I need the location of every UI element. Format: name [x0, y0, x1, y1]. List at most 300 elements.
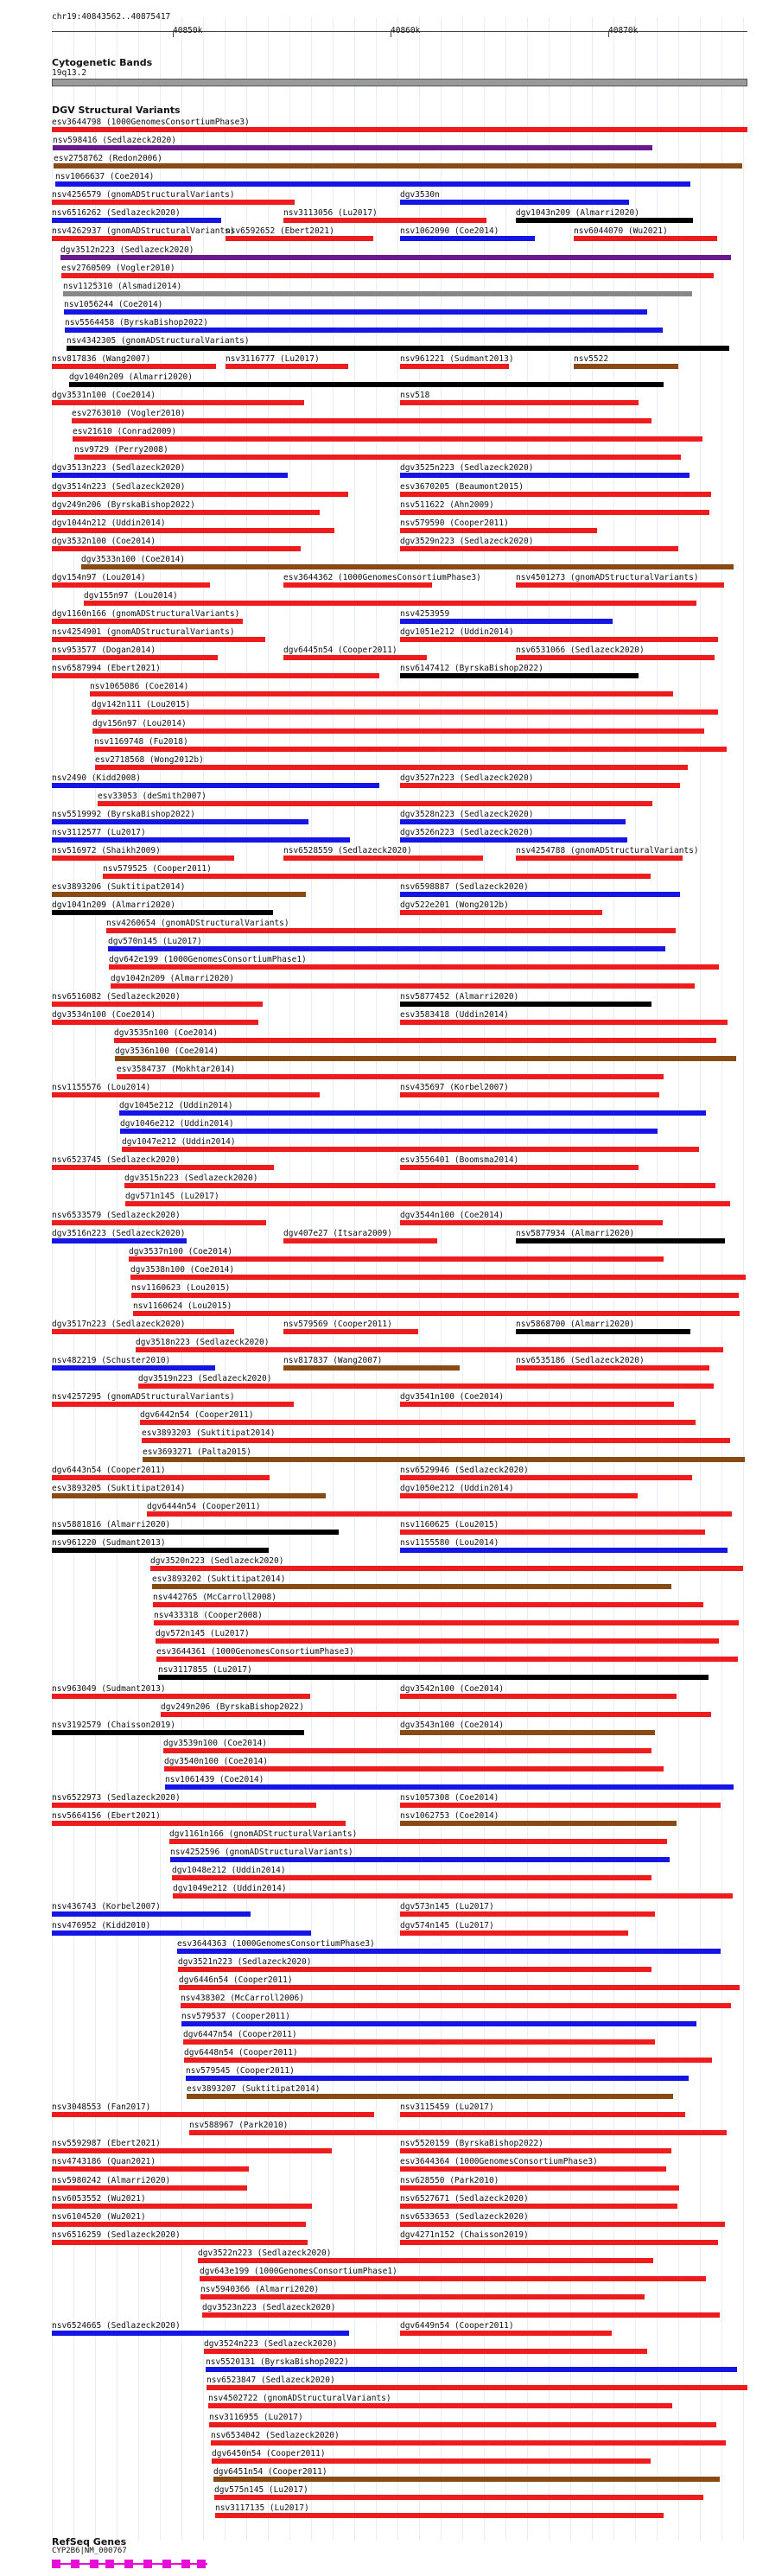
- variant-bar[interactable]: [52, 1238, 187, 1243]
- variant-bar[interactable]: [400, 1821, 677, 1826]
- variant-bar[interactable]: [400, 1165, 639, 1170]
- variant-label[interactable]: nsv3113056 (Lu2017): [283, 208, 378, 219]
- variant-label[interactable]: nsv4260654 (gnomADStructuralVariants): [106, 919, 289, 929]
- variant-label[interactable]: esv2758762 (Redon2006): [54, 154, 162, 164]
- variant-bar[interactable]: [52, 492, 348, 497]
- variant-bar[interactable]: [103, 874, 651, 879]
- variant-bar[interactable]: [52, 1402, 294, 1407]
- variant-label[interactable]: nsv442765 (McCarroll2008): [153, 1593, 276, 1603]
- variant-bar[interactable]: [92, 709, 718, 715]
- variant-label[interactable]: nsv438302 (McCarroll2006): [181, 1993, 304, 2003]
- variant-bar[interactable]: [400, 200, 629, 205]
- variant-bar[interactable]: [52, 127, 747, 132]
- variant-label[interactable]: nsv5940366 (Almarri2020): [200, 2285, 320, 2294]
- variant-label[interactable]: esv3893203 (Suktitipat2014): [142, 1428, 276, 1439]
- variant-bar[interactable]: [140, 1420, 696, 1425]
- variant-label[interactable]: nsv4252596 (gnomADStructuralVariants): [170, 1848, 353, 1858]
- variant-bar[interactable]: [108, 946, 665, 951]
- variant-label[interactable]: dgv3513n223 (Sedlazeck2020): [52, 463, 186, 474]
- variant-label[interactable]: nsv6533653 (Sedlazeck2020): [400, 2211, 529, 2222]
- variant-bar[interactable]: [131, 1293, 739, 1298]
- variant-label[interactable]: nsv3192579 (Chaisson2019): [52, 1720, 175, 1730]
- variant-bar[interactable]: [122, 1147, 699, 1152]
- variant-bar[interactable]: [283, 218, 486, 223]
- variant-bar[interactable]: [215, 2513, 664, 2518]
- variant-bar[interactable]: [177, 1949, 721, 1954]
- variant-bar[interactable]: [52, 783, 379, 788]
- variant-bar[interactable]: [226, 364, 348, 369]
- variant-label[interactable]: esv3583418 (Uddin2014): [400, 1009, 509, 1020]
- variant-label[interactable]: nsv1155580 (Lou2014): [400, 1537, 499, 1548]
- variant-label[interactable]: dgv3532n100 (Coe2014): [52, 536, 156, 546]
- variant-bar[interactable]: [283, 1365, 460, 1371]
- variant-bar[interactable]: [54, 163, 742, 169]
- variant-label[interactable]: nsv9729 (Perry2008): [74, 445, 168, 455]
- variant-label[interactable]: dgv3515n223 (Sedlazeck2020): [124, 1174, 258, 1184]
- variant-bar[interactable]: [84, 601, 696, 606]
- variant-label[interactable]: nsv5522: [574, 353, 609, 364]
- variant-label[interactable]: nsv511622 (Ahn2009): [400, 499, 494, 510]
- variant-label[interactable]: nsv4502722 (gnomADStructuralVariants): [208, 2394, 391, 2404]
- variant-label[interactable]: nsv963049 (Sudmant2013): [52, 1683, 166, 1694]
- variant-bar[interactable]: [165, 1784, 734, 1790]
- variant-label[interactable]: nsv6524665 (Sedlazeck2020): [52, 2321, 181, 2331]
- variant-label[interactable]: nsv6044070 (Wu2021): [574, 226, 668, 237]
- variant-label[interactable]: nsv5520131 (ByrskaBishop2022): [206, 2357, 349, 2368]
- variant-label[interactable]: nsv628550 (Park2010): [400, 2175, 499, 2185]
- variant-label[interactable]: esv3644363 (1000GenomesConsortiumPhase3): [177, 1938, 375, 1949]
- variant-bar[interactable]: [178, 1967, 651, 1972]
- variant-bar[interactable]: [129, 1256, 664, 1262]
- variant-bar[interactable]: [143, 1457, 745, 1462]
- variant-label[interactable]: esv3556401 (Boomsma2014): [400, 1155, 519, 1166]
- variant-label[interactable]: dgv3528n223 (Sedlazeck2020): [400, 809, 534, 819]
- variant-bar[interactable]: [213, 2477, 720, 2482]
- variant-bar[interactable]: [400, 1803, 721, 1808]
- variant-bar[interactable]: [283, 655, 427, 660]
- variant-label[interactable]: dgv6446n54 (Cooper2011): [179, 1975, 293, 1985]
- variant-bar[interactable]: [211, 2440, 726, 2446]
- variant-label[interactable]: dgv3543n100 (Coe2014): [400, 1720, 505, 1730]
- variant-bar[interactable]: [106, 928, 676, 933]
- variant-bar[interactable]: [400, 1493, 638, 1498]
- variant-label[interactable]: dgv3525n223 (Sedlazeck2020): [400, 463, 534, 474]
- variant-label[interactable]: nsv6592652 (Ebert2021): [226, 226, 334, 237]
- variant-label[interactable]: dgv3519n223 (Sedlazeck2020): [138, 1374, 272, 1384]
- variant-label[interactable]: nsv579537 (Cooper2011): [181, 2011, 290, 2021]
- variant-bar[interactable]: [153, 1602, 703, 1607]
- variant-bar[interactable]: [138, 1383, 714, 1389]
- variant-bar[interactable]: [400, 2148, 671, 2153]
- variant-label[interactable]: dgv1044n212 (Uddin2014): [52, 518, 166, 528]
- variant-bar[interactable]: [52, 528, 334, 533]
- variant-bar[interactable]: [124, 1183, 715, 1188]
- variant-label[interactable]: dgv6444n54 (Cooper2011): [147, 1501, 261, 1511]
- variant-bar[interactable]: [52, 1092, 320, 1097]
- variant-bar[interactable]: [516, 1365, 709, 1371]
- variant-bar[interactable]: [52, 2240, 308, 2245]
- variant-bar[interactable]: [400, 510, 709, 515]
- variant-bar[interactable]: [400, 2331, 612, 2336]
- variant-bar[interactable]: [226, 236, 373, 241]
- variant-bar[interactable]: [115, 1056, 736, 1061]
- variant-bar[interactable]: [52, 1694, 310, 1699]
- cytoband-track-header[interactable]: Cytogenetic Bands: [52, 57, 153, 68]
- variant-label[interactable]: nsv961221 (Sudmant2013): [400, 353, 514, 364]
- variant-label[interactable]: dgv1048e212 (Uddin2014): [172, 1866, 286, 1876]
- variant-label[interactable]: nsv817836 (Wang2007): [52, 353, 151, 364]
- variant-bar[interactable]: [55, 181, 690, 187]
- variant-label[interactable]: nsv1062753 (Coe2014): [400, 1811, 499, 1822]
- variant-bar[interactable]: [574, 236, 717, 241]
- variant-label[interactable]: esv33053 (deSmith2007): [98, 791, 207, 801]
- variant-bar[interactable]: [52, 400, 304, 405]
- variant-bar[interactable]: [400, 910, 602, 915]
- variant-label[interactable]: nsv6104520 (Wu2021): [52, 2211, 146, 2222]
- variant-label[interactable]: nsv518: [400, 391, 430, 401]
- variant-bar[interactable]: [52, 236, 191, 241]
- variant-label[interactable]: dgv154n97 (Lou2014): [52, 572, 146, 582]
- variant-bar[interactable]: [52, 1530, 339, 1535]
- variant-bar[interactable]: [200, 2294, 645, 2299]
- variant-label[interactable]: dgv3531n100 (Coe2014): [52, 391, 156, 401]
- variant-bar[interactable]: [186, 2076, 689, 2081]
- variant-label[interactable]: nsv482219 (Schuster2010): [52, 1356, 171, 1366]
- variant-bar[interactable]: [63, 291, 692, 296]
- variant-bar[interactable]: [52, 1220, 266, 1225]
- variant-bar[interactable]: [198, 2258, 653, 2263]
- variant-bar[interactable]: [125, 1201, 730, 1206]
- variant-bar[interactable]: [90, 691, 673, 696]
- variant-label[interactable]: nsv6523745 (Sedlazeck2020): [52, 1155, 181, 1166]
- variant-bar[interactable]: [52, 637, 265, 642]
- variant-label[interactable]: dgv574n145 (Lu2017): [400, 1920, 494, 1930]
- variant-label[interactable]: nsv5564458 (ByrskaBishop2022): [65, 317, 208, 328]
- variant-label[interactable]: dgv1042n209 (Almarri2020): [111, 973, 234, 983]
- variant-label[interactable]: nsv6528559 (Sedlazeck2020): [283, 846, 412, 856]
- variant-label[interactable]: dgv3536n100 (Coe2014): [115, 1046, 219, 1056]
- variant-bar[interactable]: [61, 273, 714, 278]
- variant-label[interactable]: nsv3112577 (Lu2017): [52, 827, 146, 837]
- variant-label[interactable]: dgv1049e212 (Uddin2014): [173, 1884, 287, 1894]
- variant-label[interactable]: nsv598416 (Sedlazeck2020): [53, 136, 176, 146]
- variant-label[interactable]: nsv6523847 (Sedlazeck2020): [207, 2376, 335, 2386]
- variant-label[interactable]: nsv1065086 (Coe2014): [90, 682, 189, 692]
- variant-bar[interactable]: [52, 2331, 349, 2336]
- variant-label[interactable]: nsv953577 (Dogan2014): [52, 646, 156, 656]
- variant-label[interactable]: nsv1066637 (Coe2014): [55, 172, 155, 182]
- variant-label[interactable]: nsv6516082 (Sedlazeck2020): [52, 991, 181, 1002]
- variant-bar[interactable]: [206, 2367, 737, 2372]
- variant-label[interactable]: esv3893206 (Suktitipat2014): [52, 882, 186, 893]
- variant-label[interactable]: esv3893202 (Suktitipat2014): [152, 1574, 286, 1585]
- variant-label[interactable]: nsv579569 (Cooper2011): [283, 1320, 392, 1329]
- variant-label[interactable]: dgv3533n100 (Coe2014): [81, 554, 186, 564]
- refseq-track-header[interactable]: RefSeq Genes: [52, 2536, 127, 2547]
- variant-label[interactable]: dgv6443n54 (Cooper2011): [52, 1465, 166, 1475]
- variant-bar[interactable]: [400, 2166, 666, 2172]
- variant-label[interactable]: dgv3542n100 (Coe2014): [400, 1683, 505, 1694]
- variant-label[interactable]: nsv6527671 (Sedlazeck2020): [400, 2193, 529, 2204]
- variant-label[interactable]: dgv3517n223 (Sedlazeck2020): [52, 1320, 186, 1329]
- variant-label[interactable]: nsv579525 (Cooper2011): [103, 864, 212, 875]
- variant-bar[interactable]: [283, 855, 483, 861]
- variant-bar[interactable]: [172, 1875, 651, 1880]
- variant-bar[interactable]: [400, 819, 626, 824]
- variant-bar[interactable]: [52, 1020, 258, 1025]
- variant-label[interactable]: dgv571n145 (Lu2017): [125, 1192, 219, 1202]
- variant-label[interactable]: esv21610 (Conrad2009): [73, 427, 177, 437]
- variant-label[interactable]: nsv1169748 (Fu2018): [94, 736, 188, 747]
- variant-bar[interactable]: [52, 819, 308, 824]
- variant-bar[interactable]: [516, 655, 715, 660]
- variant-label[interactable]: nsv436743 (Korbel2007): [52, 1902, 161, 1912]
- variant-label[interactable]: dgv3540n100 (Coe2014): [164, 1756, 269, 1766]
- variant-label[interactable]: esv2763010 (Vogler2010): [72, 409, 186, 419]
- variant-label[interactable]: nsv6531066 (Sedlazeck2020): [516, 646, 645, 656]
- variant-bar[interactable]: [400, 1220, 663, 1225]
- variant-label[interactable]: dgv3521n223 (Sedlazeck2020): [178, 1956, 312, 1967]
- variant-bar[interactable]: [53, 145, 652, 150]
- variant-bar[interactable]: [111, 983, 695, 989]
- variant-bar[interactable]: [52, 510, 320, 515]
- variant-label[interactable]: dgv572n145 (Lu2017): [156, 1629, 250, 1639]
- variant-label[interactable]: esv3893205 (Suktitipat2014): [52, 1483, 186, 1493]
- variant-bar[interactable]: [52, 1475, 270, 1480]
- variant-label[interactable]: dgv3529n223 (Sedlazeck2020): [400, 536, 534, 546]
- variant-label[interactable]: nsv4342305 (gnomADStructuralVariants): [67, 335, 250, 346]
- variant-bar[interactable]: [52, 1493, 326, 1498]
- variant-bar[interactable]: [400, 2112, 685, 2117]
- variant-bar[interactable]: [60, 255, 731, 260]
- variant-label[interactable]: dgv3530n: [400, 190, 440, 200]
- variant-label[interactable]: nsv5877934 (Almarri2020): [516, 1228, 635, 1238]
- variant-bar[interactable]: [400, 2204, 677, 2209]
- variant-label[interactable]: dgv573n145 (Lu2017): [400, 1902, 494, 1912]
- variant-label[interactable]: nsv476952 (Kidd2010): [52, 1920, 151, 1930]
- variant-label[interactable]: dgv1161n166 (gnomADStructuralVariants): [169, 1829, 358, 1840]
- variant-bar[interactable]: [81, 564, 734, 569]
- variant-label[interactable]: dgv1047e212 (Uddin2014): [122, 1137, 236, 1148]
- variant-bar[interactable]: [400, 637, 718, 642]
- variant-bar[interactable]: [400, 2185, 679, 2191]
- variant-bar[interactable]: [52, 1730, 304, 1735]
- variant-label[interactable]: nsv961220 (Sudmant2013): [52, 1537, 166, 1548]
- variant-bar[interactable]: [400, 546, 678, 551]
- variant-label[interactable]: nsv5520159 (ByrskaBishop2022): [400, 2139, 543, 2149]
- variant-bar[interactable]: [163, 1748, 651, 1753]
- variant-label[interactable]: dgv156n97 (Lou2014): [92, 718, 187, 728]
- variant-label[interactable]: nsv435697 (Korbel2007): [400, 1083, 509, 1092]
- variant-bar[interactable]: [400, 1930, 628, 1936]
- variant-label[interactable]: esv3644362 (1000GenomesConsortiumPhase3): [283, 572, 481, 582]
- variant-bar[interactable]: [52, 200, 295, 205]
- variant-bar[interactable]: [400, 492, 711, 497]
- variant-bar[interactable]: [152, 1584, 671, 1589]
- variant-label[interactable]: dgv407e27 (Itsara2009): [283, 1228, 392, 1238]
- variant-label[interactable]: dgv6450n54 (Cooper2011): [212, 2448, 326, 2458]
- variant-bar[interactable]: [130, 1275, 746, 1280]
- variant-bar[interactable]: [147, 1511, 732, 1517]
- variant-label[interactable]: nsv3116777 (Lu2017): [226, 353, 320, 364]
- variant-label[interactable]: nsv3116955 (Lu2017): [209, 2412, 303, 2422]
- variant-bar[interactable]: [154, 1620, 739, 1625]
- variant-bar[interactable]: [183, 2039, 655, 2045]
- variant-label[interactable]: nsv1062090 (Coe2014): [400, 226, 499, 237]
- variant-label[interactable]: dgv1051e212 (Uddin2014): [400, 627, 514, 638]
- variant-label[interactable]: nsv6053552 (Wu2021): [52, 2193, 146, 2204]
- variant-label[interactable]: dgv6445n54 (Cooper2011): [283, 646, 397, 656]
- variant-bar[interactable]: [52, 1821, 346, 1826]
- variant-label[interactable]: nsv3117855 (Lu2017): [158, 1665, 252, 1676]
- variant-bar[interactable]: [69, 382, 664, 387]
- variant-label[interactable]: nsv6587994 (Ebert2021): [52, 664, 161, 674]
- variant-bar[interactable]: [181, 2021, 696, 2026]
- variant-bar[interactable]: [52, 837, 350, 843]
- variant-label[interactable]: dgv3516n223 (Sedlazeck2020): [52, 1228, 186, 1238]
- variant-bar[interactable]: [516, 855, 683, 861]
- variant-label[interactable]: nsv1056244 (Coe2014): [64, 299, 163, 309]
- variant-bar[interactable]: [207, 2385, 747, 2390]
- variant-bar[interactable]: [52, 2222, 306, 2227]
- variant-bar[interactable]: [95, 765, 688, 770]
- variant-label[interactable]: esv3584737 (Mokhtar2014): [117, 1064, 236, 1074]
- variant-bar[interactable]: [200, 2276, 706, 2281]
- variant-bar[interactable]: [52, 473, 288, 478]
- variant-label[interactable]: esv3893207 (Suktitipat2014): [187, 2084, 321, 2095]
- variant-bar[interactable]: [516, 1329, 690, 1334]
- variant-label[interactable]: dgv522e201 (Wong2012b): [400, 900, 509, 911]
- variant-bar[interactable]: [400, 1911, 655, 1917]
- variant-bar[interactable]: [52, 2148, 332, 2153]
- variant-bar[interactable]: [73, 436, 702, 442]
- variant-bar[interactable]: [92, 728, 704, 734]
- variant-label[interactable]: nsv4254788 (gnomADStructuralVariants): [516, 846, 699, 856]
- variant-bar[interactable]: [204, 2349, 647, 2354]
- variant-label[interactable]: nsv1160623 (Lou2015): [131, 1282, 231, 1293]
- variant-bar[interactable]: [142, 1438, 730, 1443]
- variant-bar[interactable]: [400, 1020, 728, 1025]
- variant-label[interactable]: nsv5592987 (Ebert2021): [52, 2139, 161, 2149]
- variant-label[interactable]: dgv3512n223 (Sedlazeck2020): [60, 245, 194, 255]
- variant-label[interactable]: dgv3541n100 (Coe2014): [400, 1392, 505, 1402]
- variant-label[interactable]: dgv570n145 (Lu2017): [108, 937, 202, 947]
- variant-bar[interactable]: [119, 1110, 706, 1116]
- variant-label[interactable]: nsv516972 (Shaikh2009): [52, 846, 161, 856]
- variant-label[interactable]: nsv817837 (Wang2007): [283, 1356, 383, 1366]
- variant-bar[interactable]: [52, 1930, 311, 1936]
- variant-bar[interactable]: [67, 346, 729, 351]
- variant-label[interactable]: esv3693271 (Palta2015): [143, 1447, 251, 1457]
- variant-bar[interactable]: [52, 2204, 312, 2209]
- variant-label[interactable]: nsv3115459 (Lu2017): [400, 2102, 494, 2113]
- variant-label[interactable]: nsv4262937 (gnomADStructuralVariants): [52, 226, 235, 237]
- variant-bar[interactable]: [574, 364, 678, 369]
- variant-label[interactable]: dgv4271n152 (Chaisson2019): [400, 2229, 529, 2240]
- variant-bar[interactable]: [400, 1475, 692, 1480]
- variant-bar[interactable]: [170, 1857, 670, 1862]
- variant-label[interactable]: dgv1160n166 (gnomADStructuralVariants): [52, 609, 240, 620]
- variant-bar[interactable]: [72, 418, 651, 423]
- variant-label[interactable]: dgv6449n54 (Cooper2011): [400, 2321, 514, 2331]
- variant-label[interactable]: dgv6448n54 (Cooper2011): [184, 2048, 298, 2058]
- variant-label[interactable]: dgv6447n54 (Cooper2011): [183, 2029, 297, 2039]
- dgv-track-header[interactable]: DGV Structural Variants: [52, 105, 181, 116]
- variant-label[interactable]: dgv3523n223 (Sedlazeck2020): [202, 2303, 336, 2313]
- variant-label[interactable]: nsv6147412 (ByrskaBishop2022): [400, 664, 543, 674]
- variant-label[interactable]: esv2718568 (Wong2012b): [95, 754, 204, 765]
- variant-label[interactable]: dgv249n206 (ByrskaBishop2022): [52, 499, 195, 510]
- variant-label[interactable]: nsv6516259 (Sedlazeck2020): [52, 2229, 181, 2240]
- variant-bar[interactable]: [74, 455, 681, 460]
- variant-label[interactable]: dgv3534n100 (Coe2014): [52, 1009, 156, 1020]
- variant-label[interactable]: dgv155n97 (Lou2014): [84, 590, 178, 601]
- variant-label[interactable]: dgv1046e212 (Uddin2014): [120, 1119, 234, 1129]
- variant-label[interactable]: dgv1041n209 (Almarri2020): [52, 900, 175, 911]
- variant-bar[interactable]: [400, 1730, 655, 1735]
- variant-label[interactable]: dgv3544n100 (Coe2014): [400, 1210, 505, 1220]
- variant-label[interactable]: nsv1160625 (Lou2015): [400, 1519, 499, 1530]
- variant-bar[interactable]: [52, 1002, 263, 1007]
- variant-label[interactable]: dgv3522n223 (Sedlazeck2020): [198, 2248, 332, 2258]
- variant-bar[interactable]: [187, 2094, 673, 2099]
- variant-bar[interactable]: [184, 2058, 712, 2063]
- variant-label[interactable]: nsv4257295 (gnomADStructuralVariants): [52, 1392, 235, 1402]
- variant-label[interactable]: nsv579545 (Cooper2011): [186, 2066, 295, 2077]
- variant-label[interactable]: dgv575n145 (Lu2017): [214, 2484, 308, 2495]
- variant-bar[interactable]: [52, 2185, 247, 2191]
- variant-bar[interactable]: [283, 1238, 437, 1243]
- variant-bar[interactable]: [114, 1038, 716, 1043]
- variant-bar[interactable]: [400, 364, 509, 369]
- variant-label[interactable]: nsv433318 (Cooper2008): [154, 1611, 263, 1621]
- variant-bar[interactable]: [52, 1803, 316, 1808]
- variant-bar[interactable]: [158, 1675, 709, 1680]
- variant-bar[interactable]: [52, 2112, 374, 2117]
- variant-label[interactable]: nsv5881816 (Almarri2020): [52, 1519, 171, 1530]
- variant-bar[interactable]: [400, 1530, 705, 1535]
- variant-bar[interactable]: [52, 2166, 249, 2172]
- variant-bar[interactable]: [516, 218, 693, 223]
- variant-label[interactable]: dgv1050e212 (Uddin2014): [400, 1483, 514, 1493]
- variant-label[interactable]: nsv6598887 (Sedlazeck2020): [400, 882, 529, 893]
- variant-bar[interactable]: [212, 2458, 651, 2464]
- variant-label[interactable]: nsv4253959: [400, 609, 450, 620]
- variant-label[interactable]: nsv5877452 (Almarri2020): [400, 991, 519, 1002]
- variant-label[interactable]: dgv642e199 (1000GenomesConsortiumPhase1): [109, 955, 307, 965]
- variant-bar[interactable]: [283, 1329, 418, 1334]
- variant-bar[interactable]: [400, 400, 639, 405]
- variant-label[interactable]: nsv3048553 (Fan2017): [52, 2102, 151, 2113]
- variant-bar[interactable]: [52, 619, 243, 624]
- variant-label[interactable]: nsv1125310 (Alsmadi2014): [63, 281, 182, 291]
- variant-bar[interactable]: [52, 910, 273, 915]
- variant-bar[interactable]: [400, 1092, 659, 1097]
- variant-label[interactable]: dgv3518n223 (Sedlazeck2020): [136, 1338, 270, 1348]
- variant-bar[interactable]: [400, 783, 680, 788]
- variant-bar[interactable]: [208, 2403, 672, 2408]
- variant-bar[interactable]: [173, 1893, 733, 1899]
- variant-label[interactable]: esv3644798 (1000GenomesConsortiumPhase3): [52, 118, 250, 127]
- variant-bar[interactable]: [52, 582, 210, 588]
- variant-label[interactable]: dgv1040n209 (Almarri2020): [69, 372, 193, 383]
- variant-bar[interactable]: [400, 892, 680, 897]
- variant-label[interactable]: nsv5664156 (Ebert2021): [52, 1811, 161, 1822]
- variant-bar[interactable]: [52, 855, 234, 861]
- variant-bar[interactable]: [400, 673, 639, 678]
- variant-bar[interactable]: [52, 218, 221, 223]
- variant-bar[interactable]: [400, 2222, 725, 2227]
